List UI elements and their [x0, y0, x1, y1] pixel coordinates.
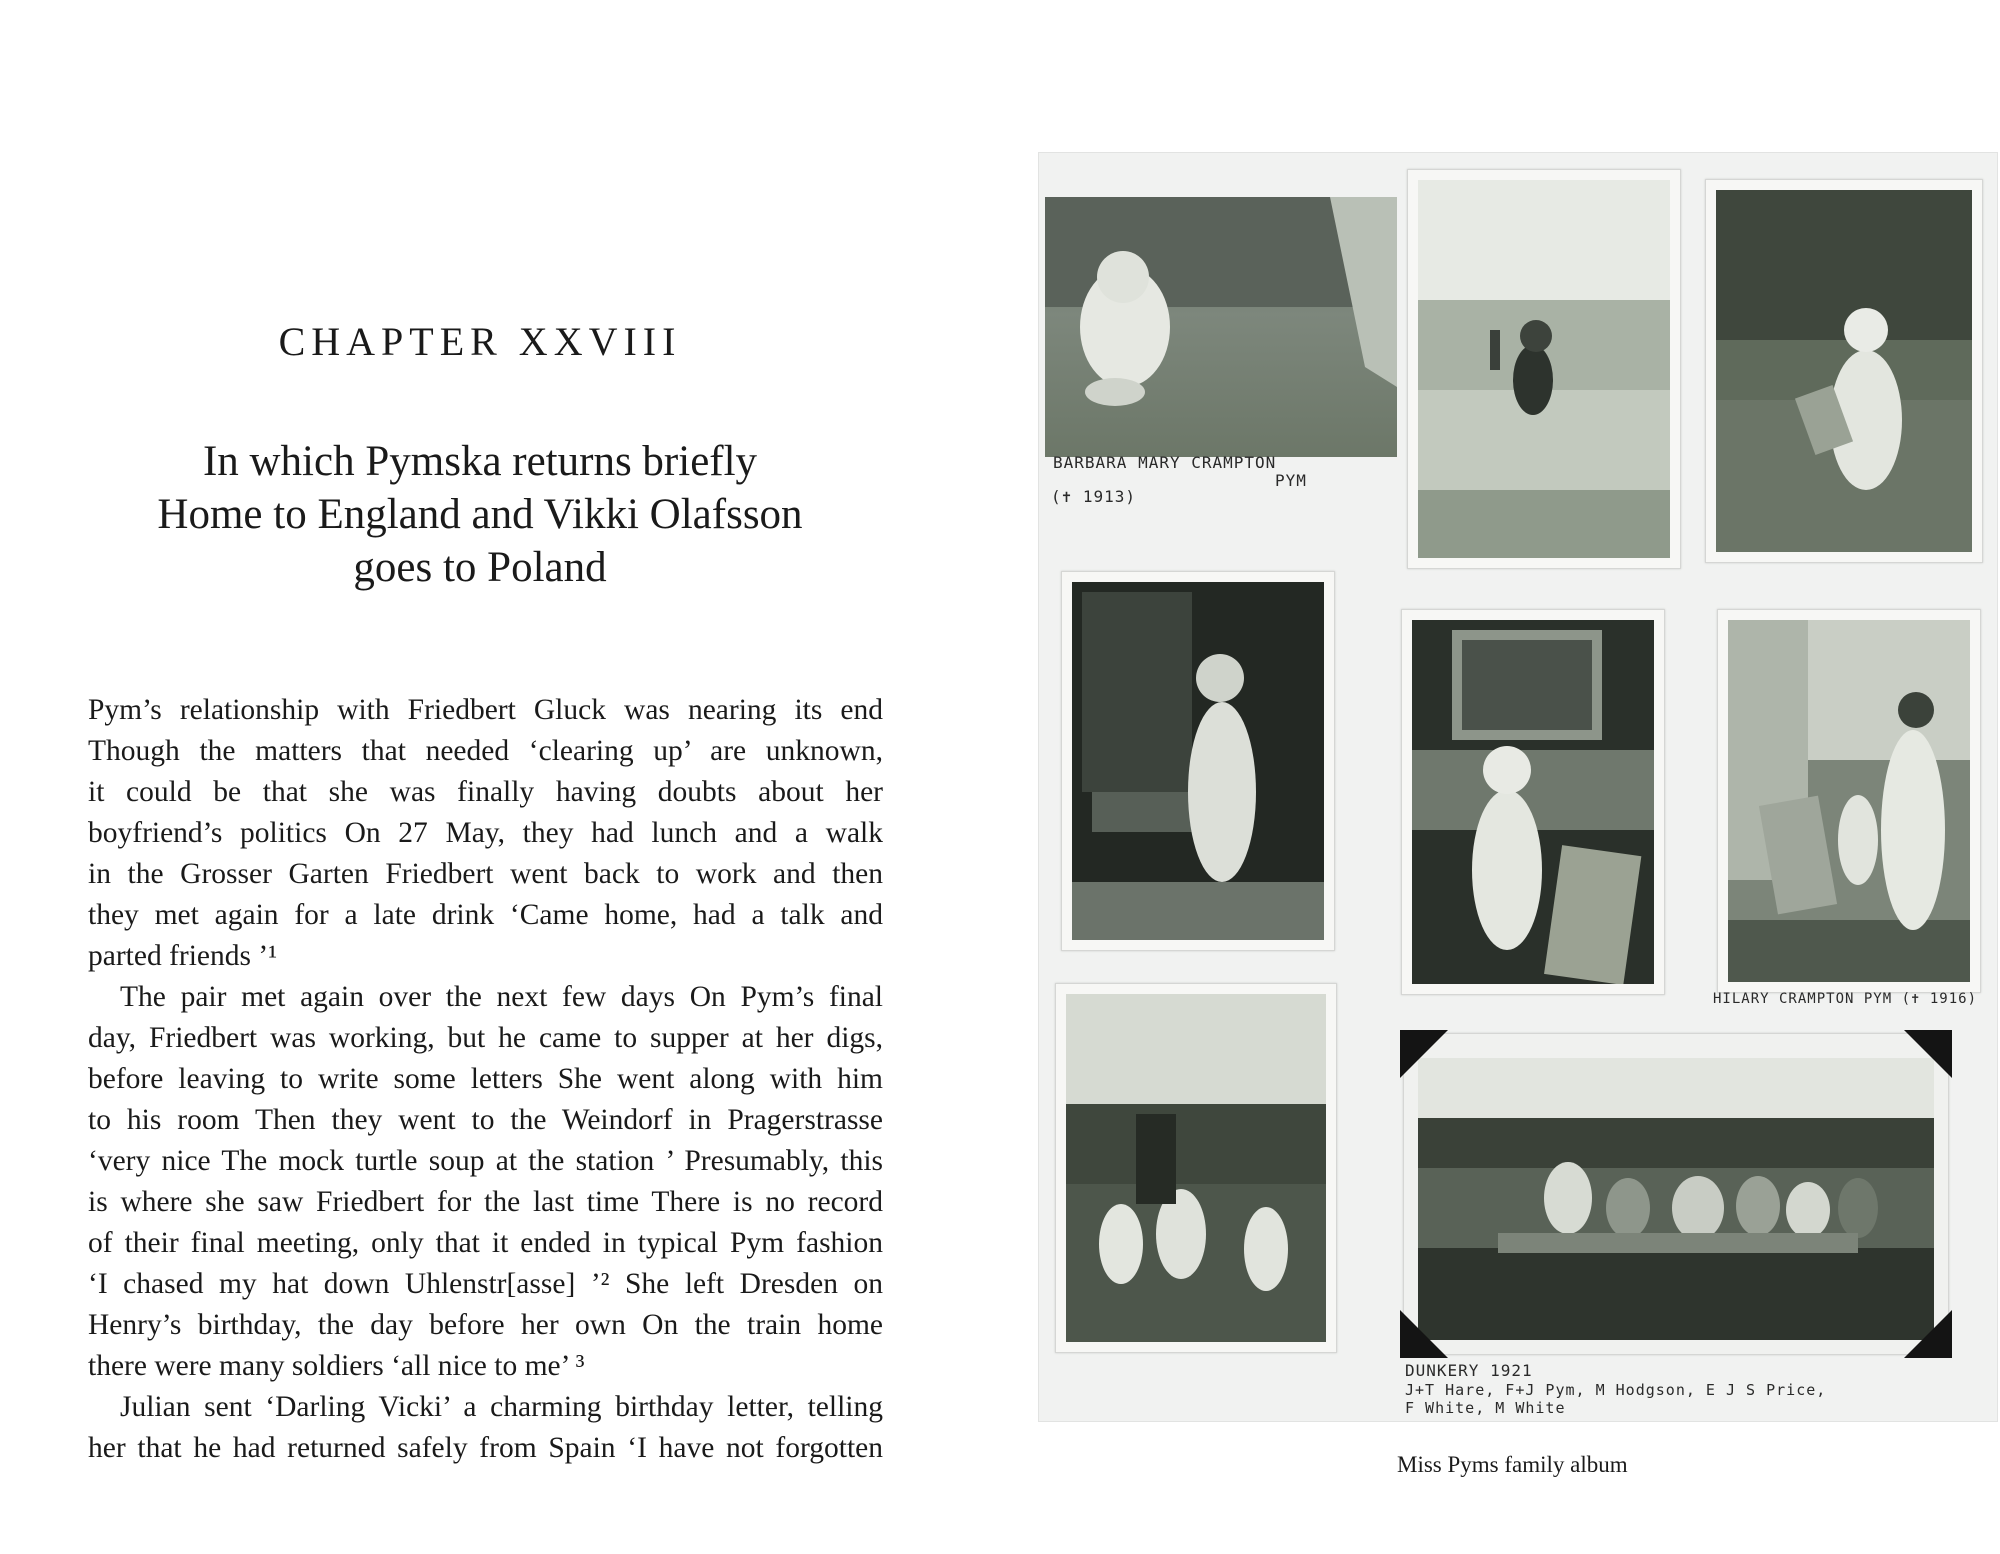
body-line: her that he had returned safely from Spain ‘I have not forgotten: [88, 1432, 883, 1464]
photo-dunkery-picnic: [1403, 1033, 1949, 1355]
annotation-barbara-surname: PYM: [1275, 471, 1307, 490]
body-line: Though the matters that needed ‘clearing up’ are unknown,: [88, 735, 883, 767]
body-line: boyfriend’s politics On 27 May, they had lunch and a walk: [88, 817, 883, 849]
body-line: Pym’s relationship with Friedbert Gluck was nearing its end: [88, 694, 883, 726]
chapter-title: [90, 435, 870, 594]
body-line: of their final meeting, only that it ended in typical Pym fashion: [88, 1227, 883, 1259]
body-line: to his room Then they went to the Weindorf in Pragerstrasse: [88, 1104, 883, 1136]
body-line: day, Friedbert was working, but he came to supper at her digs,: [88, 1022, 883, 1054]
photo-child-at-beach: [1407, 169, 1681, 569]
chapter-label: CHAPTER XXVIII: [278, 319, 682, 364]
body-line: Henry’s birthday, the day before her own On the train home: [88, 1309, 883, 1341]
album-caption: [1300, 1452, 2000, 1478]
body-line: The pair met again over the next few days On Pym’s final: [120, 981, 883, 1013]
body-text: [88, 690, 883, 1469]
mount-corner: [1904, 1310, 1952, 1358]
body-line: they met again for a late drink ‘Came home, had a talk and: [88, 899, 883, 931]
body-line: before leaving to write some letters She went along with him: [88, 1063, 883, 1095]
family-album-page: [1038, 152, 1998, 1422]
mount-corner: [1400, 1030, 1448, 1078]
annotation-dunkery-title: DUNKERY 1921: [1405, 1361, 1533, 1380]
body-line: is where she saw Friedbert for the last time There is no record: [88, 1186, 883, 1218]
body-line: ‘I chased my hat down Uhlenstr[asse] ’² She left Dresden on: [88, 1268, 883, 1300]
photo-girl-with-doll: [1401, 609, 1665, 995]
chapter-title-line: Home to England and Vikki Olafsson: [157, 491, 803, 538]
annotation-barbara-name: BARBARA MARY CRAMPTON: [1053, 453, 1277, 472]
body-line: it could be that she was finally having doubts about her: [88, 776, 883, 808]
annotation-dunkery-line2: F White, M White: [1405, 1399, 1566, 1417]
photo-child-in-robe: [1061, 571, 1335, 951]
body-line: Julian sent ‘Darling Vicki’ a charming birthday letter, telling: [120, 1391, 883, 1423]
annotation-barbara-note: (✝ 1913): [1051, 487, 1137, 506]
photo-baby-on-grass: [1045, 197, 1397, 457]
body-line: there were many soldiers ‘all nice to me’ ³: [88, 1350, 585, 1382]
mount-corner: [1904, 1030, 1952, 1078]
album-caption-text: Miss Pyms family album: [1397, 1452, 1628, 1477]
annotation-dunkery-line1: J+T Hare, F+J Pym, M Hodgson, E J S Price,: [1405, 1381, 1827, 1399]
chapter-title-line: goes to Poland: [353, 544, 607, 591]
photo-children-in-garden: [1055, 983, 1337, 1353]
photo-mother-with-children: [1717, 609, 1981, 993]
annotation-hilary: HILARY CRAMPTON PYM (✝ 1916): [1713, 991, 1978, 1007]
chapter-title-line: In which Pymska returns briefly: [202, 438, 758, 485]
left-page: [0, 0, 980, 1554]
mount-corner: [1400, 1310, 1448, 1358]
body-line: in the Grosser Garten Friedbert went back to work and then: [88, 858, 883, 890]
photo-girl-in-white: [1705, 179, 1983, 563]
body-line: ‘very nice The mock turtle soup at the station ’ Presumably, this: [88, 1145, 883, 1177]
body-line: parted friends ’¹: [88, 940, 278, 972]
